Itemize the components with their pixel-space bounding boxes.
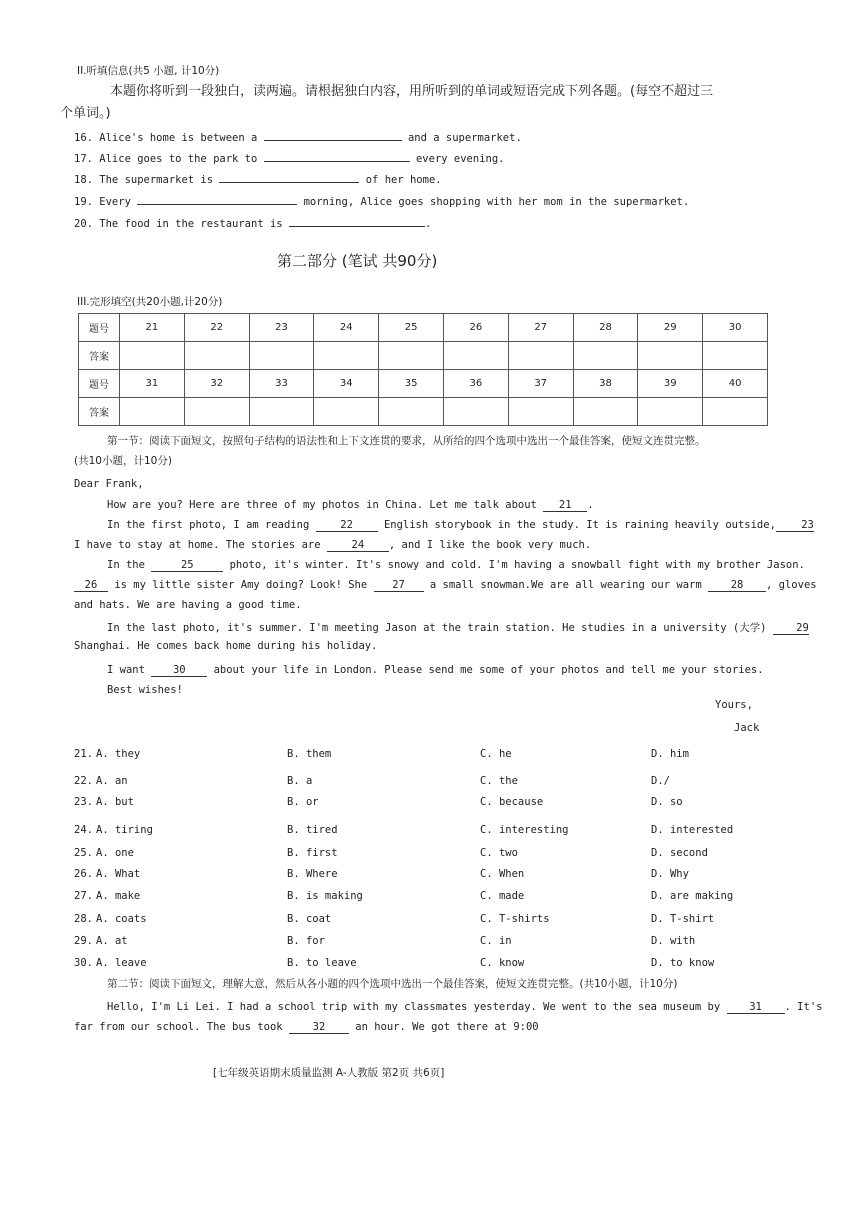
table-qnum: 40: [703, 370, 768, 398]
answer-cell[interactable]: [508, 398, 573, 426]
page-footer: [七年级英语期末质量监测 A-人教版 第2页 共6页]: [213, 1067, 445, 1079]
table-qnum: 39: [638, 370, 703, 398]
blank-24[interactable]: 24: [327, 539, 389, 552]
blank-28[interactable]: 28: [708, 579, 766, 592]
q16-text: 16. Alice's home is between a: [74, 132, 258, 144]
answer-cell[interactable]: [573, 398, 638, 426]
answer-cell[interactable]: [249, 398, 314, 426]
table-label-answer: 答案: [79, 398, 120, 426]
option-choice-b[interactable]: B. tired: [287, 824, 338, 836]
option-number: 26.: [74, 868, 93, 880]
q20-text: 20. The food in the restaurant is: [74, 218, 283, 230]
option-choice-c[interactable]: C. he: [480, 748, 512, 760]
passage-text: about your life in London. Please send me some of your photos and tell me your stories.: [213, 664, 764, 676]
answer-cell[interactable]: [379, 342, 444, 370]
passage-text: Hello, I'm Li Lei. I had a school trip with my classmates yesterday. We went to the sea museum by: [107, 1001, 721, 1013]
question-19: [74, 192, 689, 208]
passage-text: In the last photo, it's summer. I'm meeting Jason at the train station. He studies in a university (大学): [107, 622, 767, 634]
q17-text: 17. Alice goes to the park to: [74, 153, 258, 165]
table-qnum: 30: [703, 314, 768, 342]
part-two-title: 第二部分 (笔试 共90分): [277, 252, 438, 270]
passage-line: and hats. We are having a good time.: [74, 599, 302, 611]
option-number: 25.: [74, 847, 93, 859]
passage-line: [107, 519, 814, 532]
answer-cell[interactable]: [508, 342, 573, 370]
table-qnum: 38: [573, 370, 638, 398]
option-choice-a[interactable]: A. coats: [96, 913, 147, 925]
passage-line: [74, 579, 817, 592]
option-choice-c[interactable]: C. in: [480, 935, 512, 947]
option-choice-b[interactable]: B. or: [287, 796, 319, 808]
q20-text-after: .: [424, 218, 432, 230]
passage-text: In the: [107, 559, 145, 571]
passage-text: , gloves: [766, 579, 817, 591]
option-choice-b[interactable]: B. a: [287, 775, 313, 787]
listening-section-title: II.听填信息(共5 小题, 计10分): [77, 65, 220, 77]
letter-signature: Jack: [734, 722, 760, 734]
passage-line: [107, 620, 809, 635]
option-choice-d[interactable]: D. so: [651, 796, 683, 808]
option-choice-a[interactable]: A. What: [96, 868, 141, 880]
answer-cell[interactable]: [638, 342, 703, 370]
passage-line: [74, 539, 591, 552]
table-qnum: 31: [120, 370, 185, 398]
option-choice-a[interactable]: A. they: [96, 748, 141, 760]
option-choice-d[interactable]: D. interested: [651, 824, 734, 836]
table-qnum: 29: [638, 314, 703, 342]
option-choice-d[interactable]: D. him: [651, 748, 689, 760]
answer-cell[interactable]: [314, 398, 379, 426]
table-qnum: 37: [508, 370, 573, 398]
passage-line: [74, 1021, 539, 1034]
option-number: 24.: [74, 824, 93, 836]
option-choice-b[interactable]: B. coat: [287, 913, 332, 925]
section-one-instructions-2: (共10小题，计10分): [74, 455, 172, 467]
passage-line: [107, 499, 594, 512]
answer-cell[interactable]: [184, 398, 249, 426]
option-choice-b[interactable]: B. for: [287, 935, 325, 947]
blank-31[interactable]: 31: [727, 1001, 785, 1014]
answer-cell[interactable]: [443, 342, 508, 370]
passage-text: .: [587, 499, 594, 511]
section-two-instructions: 第二节：阅读下面短文，理解大意，然后从各小题的四个选项中选出一个最佳答案，使短文连贯完整。(共10小题，计10分): [107, 978, 678, 990]
q17-blank[interactable]: [264, 149, 410, 162]
option-choice-c[interactable]: C. T-shirts: [480, 913, 550, 925]
option-choice-c[interactable]: C. interesting: [480, 824, 569, 836]
option-choice-b[interactable]: B. them: [287, 748, 332, 760]
option-number: 27.: [74, 890, 93, 902]
table-qnum: 24: [314, 314, 379, 342]
letter-closing: Best wishes!: [107, 684, 183, 696]
table-label-qnum: 题号: [79, 370, 120, 398]
option-choice-a[interactable]: A. make: [96, 890, 141, 902]
q19-text-after: morning, Alice goes shopping with her mom in the supermarket.: [303, 196, 690, 208]
blank-25[interactable]: 25: [151, 559, 223, 572]
answer-cell[interactable]: [249, 342, 314, 370]
listening-instructions-line2: 个单词。): [60, 106, 111, 121]
table-qnum: 26: [443, 314, 508, 342]
answer-cell[interactable]: [638, 398, 703, 426]
option-choice-b[interactable]: B. is making: [287, 890, 363, 902]
passage-text: , and I like the book very much.: [388, 539, 592, 551]
q19-blank[interactable]: [137, 192, 297, 205]
question-20: [74, 214, 431, 230]
passage-text: a small snowman.We are all wearing our warm: [429, 579, 702, 591]
passage-text: photo, it's winter. It's snowy and cold. I'm having a snowball fight with my brother Jason.: [229, 559, 805, 571]
option-choice-b[interactable]: B. to leave: [287, 957, 357, 969]
q18-text: 18. The supermarket is: [74, 174, 214, 186]
option-choice-a[interactable]: A. but: [96, 796, 134, 808]
table-qnum: 36: [443, 370, 508, 398]
answer-cell[interactable]: [379, 398, 444, 426]
passage-line: [107, 559, 805, 572]
blank-21[interactable]: 21: [543, 499, 587, 512]
q16-text-after: and a supermarket.: [407, 132, 522, 144]
table-qnum: 23: [249, 314, 314, 342]
passage-text: In the first photo, I am reading: [107, 519, 310, 531]
table-qnum: 22: [184, 314, 249, 342]
table-qnum: 35: [379, 370, 444, 398]
blank-30[interactable]: 30: [151, 664, 207, 677]
q19-text: 19. Every: [74, 196, 131, 208]
answer-cell[interactable]: [573, 342, 638, 370]
table-qnum: 27: [508, 314, 573, 342]
table-qnum: 28: [573, 314, 638, 342]
blank-27[interactable]: 27: [374, 579, 424, 592]
option-number: 28.: [74, 913, 93, 925]
letter-yours: Yours,: [715, 699, 753, 711]
passage-line: [107, 664, 764, 677]
blank-26[interactable]: 26: [74, 579, 108, 592]
passage-text: far from our school. The bus took: [74, 1021, 283, 1033]
answer-cell[interactable]: [703, 342, 768, 370]
option-choice-b[interactable]: B. Where: [287, 868, 338, 880]
table-qnum: 25: [379, 314, 444, 342]
q18-blank[interactable]: [219, 170, 359, 183]
option-choice-c[interactable]: C. know: [480, 957, 525, 969]
passage-text: is my little sister Amy doing? Look! She: [114, 579, 368, 591]
option-choice-a[interactable]: A. tiring: [96, 824, 153, 836]
blank-32[interactable]: 32: [289, 1021, 349, 1034]
option-number: 22.: [74, 775, 93, 787]
answer-cell[interactable]: [120, 342, 185, 370]
option-choice-d[interactable]: D. Why: [651, 868, 689, 880]
option-choice-a[interactable]: A. leave: [96, 957, 147, 969]
option-number: 21.: [74, 748, 93, 760]
option-choice-d[interactable]: D. T-shirt: [651, 913, 715, 925]
answer-cell[interactable]: [184, 342, 249, 370]
blank-22[interactable]: 22: [316, 519, 378, 532]
answer-cell[interactable]: [314, 342, 379, 370]
q16-blank[interactable]: [264, 128, 402, 141]
option-choice-d[interactable]: D. are making: [651, 890, 734, 902]
option-choice-d[interactable]: D. to know: [651, 957, 715, 969]
table-qnum: 33: [249, 370, 314, 398]
table-label-qnum: 题号: [79, 314, 120, 342]
option-choice-d[interactable]: D./: [651, 775, 670, 787]
section-one-instructions: 第一节：阅读下面短文，按照句子结构的语法性和上下文连贯的要求，从所给的四个选项中选出一个最佳答案，使短文连贯完整。: [107, 435, 706, 447]
option-choice-a[interactable]: A. at: [96, 935, 128, 947]
passage-text: an hour. We got there at 9:00: [355, 1021, 539, 1033]
option-choice-c[interactable]: C. made: [480, 890, 525, 902]
q17-text-after: every evening.: [415, 153, 505, 165]
question-18: [74, 170, 442, 186]
passage-line: Shanghai. He comes back home during his holiday.: [74, 640, 378, 652]
passage-text: English storybook in the study. It is raining heavily outside,: [383, 519, 776, 531]
question-17: [74, 149, 505, 165]
option-choice-c[interactable]: C. When: [480, 868, 525, 880]
table-qnum: 32: [184, 370, 249, 398]
option-choice-d[interactable]: D. with: [651, 935, 696, 947]
option-choice-c[interactable]: C. the: [480, 775, 518, 787]
blank-29[interactable]: 29: [773, 622, 809, 635]
option-choice-b[interactable]: B. first: [287, 847, 338, 859]
q20-blank[interactable]: [289, 214, 425, 227]
answer-cell[interactable]: [443, 398, 508, 426]
table-qnum: 34: [314, 370, 379, 398]
option-choice-a[interactable]: A. an: [96, 775, 128, 787]
passage-text: How are you? Here are three of my photos in China. Let me talk about: [107, 499, 537, 511]
blank-23[interactable]: 23: [776, 519, 814, 532]
table-qnum: 21: [120, 314, 185, 342]
passage-text: I want: [107, 664, 145, 676]
option-number: 29.: [74, 935, 93, 947]
passage-text: I have to stay at home. The stories are: [74, 539, 321, 551]
option-choice-d[interactable]: D. second: [651, 847, 708, 859]
question-16: [74, 128, 522, 144]
option-choice-c[interactable]: C. two: [480, 847, 518, 859]
letter-greeting: Dear Frank,: [74, 478, 144, 490]
passage-line: [107, 1001, 822, 1014]
q18-text-after: of her home.: [365, 174, 442, 186]
answer-cell[interactable]: [703, 398, 768, 426]
answer-table: [78, 313, 768, 426]
option-choice-a[interactable]: A. one: [96, 847, 134, 859]
option-choice-c[interactable]: C. because: [480, 796, 544, 808]
passage-text: . It's: [784, 1001, 823, 1013]
cloze-section-title: III.完形填空(共20小题,计20分): [77, 296, 223, 308]
answer-cell[interactable]: [120, 398, 185, 426]
option-number: 23.: [74, 796, 93, 808]
option-number: 30.: [74, 957, 93, 969]
listening-instructions-line1: 本题你将听到一段独白，读两遍。请根据独白内容，用所听到的单词或短语完成下列各题。(每空不超过三: [110, 84, 714, 99]
table-label-answer: 答案: [79, 342, 120, 370]
